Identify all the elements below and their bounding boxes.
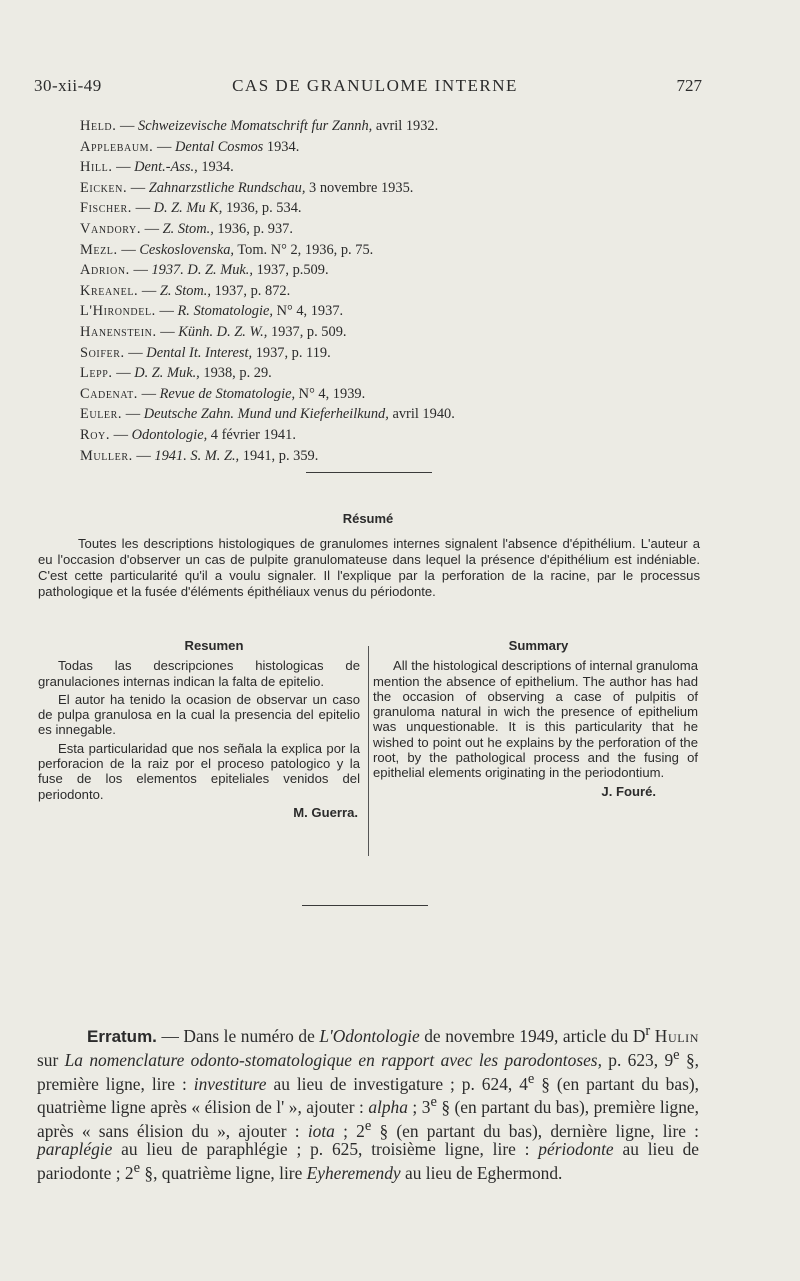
page-number: 727 xyxy=(676,76,702,95)
erratum-italic: L'Odontologie xyxy=(319,1025,420,1046)
reference-journal: Schweizevische Momatschrift fur Zannh, xyxy=(138,118,373,134)
reference-item: Hill. — Dent.-Ass., 1934. xyxy=(80,159,234,176)
erratum-superscript: e xyxy=(364,1117,372,1134)
reference-author: Kreanel. xyxy=(80,282,139,299)
erratum-text: au lieu de Eghermond. xyxy=(400,1162,563,1183)
erratum-italic: paraplégie xyxy=(37,1138,113,1159)
summary-paragraph: All the histological descriptions of internal granuloma mention the absence of epithelium. The author has had the occasion of observing a case of pulpitis of granuloma natural in wich the presence of epithelium was unquestionable. It is this particularity that he wished to point out he explains by the perforation of the root, by the pathological process and the fusing of epithelial elements originating in the periodontium. xyxy=(373,658,698,781)
reference-journal: D. Z. Mu K, xyxy=(153,200,223,217)
reference-author: Soifer. xyxy=(80,344,125,361)
resumen-paragraph: Esta particularidad que nos señala la explica por la perforacion de la raiz por el proceso patologico y la fuse de los elementos epiteliales venidos del periodonto. xyxy=(38,740,360,802)
reference-item: Adrion. — 1937. D. Z. Muk., 1937, p.509. xyxy=(80,262,329,279)
reference-journal: Z. Stom., xyxy=(162,220,214,237)
reference-item: Vandory. — Z. Stom., 1936, p. 937. xyxy=(80,220,293,237)
erratum-text: ; 3 xyxy=(407,1096,431,1117)
reference-details: 3 novembre 1935. xyxy=(309,179,414,196)
reference-details: avril 1932. xyxy=(375,118,439,134)
reference-details: 1941, p. 359. xyxy=(242,447,319,464)
erratum-superscript: e xyxy=(673,1047,680,1064)
reference-author: Cadenat. xyxy=(80,385,138,402)
reference-list xyxy=(80,116,680,466)
reference-author: Lepp. xyxy=(80,365,113,382)
erratum-superscript: e xyxy=(430,1094,437,1111)
erratum-text: au lieu de investigature ; p. 624, 4 xyxy=(266,1073,528,1094)
erratum-italic: alpha xyxy=(368,1096,408,1117)
running-head xyxy=(34,76,702,98)
reference-item: Held. — Schweizevische Momatschrift fur Zannh, avril 1932. xyxy=(80,118,439,134)
erratum-text: § (en partant du bas), première ligne, après « sans élision du », ajouter : xyxy=(37,1096,699,1141)
resume-title: Résumé xyxy=(342,511,394,526)
erratum-paragraph xyxy=(37,1022,699,1182)
reference-author: Held. xyxy=(80,118,117,134)
erratum-superscript: e xyxy=(133,1159,141,1176)
erratum-heading: Erratum. xyxy=(87,1026,157,1046)
reference-details: 1934. xyxy=(266,138,300,155)
reference-item: Applebaum. — Dental Cosmos 1934. xyxy=(80,138,300,155)
reference-details: 1937, p. 509. xyxy=(270,323,347,340)
reference-author: Adrion. xyxy=(80,262,130,279)
erratum-text: — Dans le numéro de xyxy=(156,1025,320,1046)
reference-details: 4 février 1941. xyxy=(210,426,296,443)
resumen-column xyxy=(38,638,360,820)
resumen-paragraph: El autor ha tenido la ocasion de observar un caso de pulpa granulosa en la cual la presencia del epitelio es innegable. xyxy=(38,691,360,738)
reference-details: 1937, p.509. xyxy=(256,262,329,279)
reference-author: Eicken. xyxy=(80,179,128,196)
reference-journal: Ceskoslovenska, xyxy=(139,241,235,258)
erratum-text: § (en partant du bas), dernière ligne, lire : xyxy=(371,1120,699,1141)
running-title: CAS DE GRANULOME INTERNE xyxy=(232,76,518,95)
reference-journal: Dent.-Ass., xyxy=(134,159,198,176)
section-divider xyxy=(306,472,432,473)
reference-author: Fischer. xyxy=(80,200,132,217)
reference-author: L'Hirondel. xyxy=(80,303,156,320)
erratum-text: au lieu de paraphlégie ; p. 625, troisième ligne, lire : xyxy=(112,1138,539,1159)
reference-item: Mezl. — Ceskoslovenska, Tom. N° 2, 1936, p. 75. xyxy=(80,241,374,258)
reference-journal: Dental It. Interest, xyxy=(146,344,253,361)
reference-item: Hanenstein. — Künh. D. Z. W., 1937, p. 509. xyxy=(80,323,347,340)
erratum-italic: Eyheremendy xyxy=(306,1162,401,1183)
reference-author: Muller. xyxy=(80,447,133,464)
erratum-text: p. 623, 9 xyxy=(601,1050,674,1071)
erratum-text: § (en partant du bas), quatrième ligne après « élision de l' », ajouter : xyxy=(37,1073,699,1117)
reference-author: Hanenstein. xyxy=(80,323,157,340)
reference-journal: 1941. S. M. Z., xyxy=(154,447,240,464)
reference-details: 1936, p. 937. xyxy=(217,220,293,237)
reference-item: Soifer. — Dental It. Interest, 1937, p. 119. xyxy=(80,344,331,361)
reference-author: Hill. xyxy=(80,159,113,176)
reference-item: Lepp. — D. Z. Muk., 1938, p. 29. xyxy=(80,365,272,382)
erratum-text: au lieu de pariodonte ; 2 xyxy=(37,1138,700,1183)
reference-journal: 1937. D. Z. Muk., xyxy=(151,262,253,279)
reference-journal: D. Z. Muk., xyxy=(134,365,200,382)
resumen-title: Resumen xyxy=(184,638,244,653)
reference-author: Applebaum. xyxy=(80,138,154,155)
reference-details: N° 4, 1939. xyxy=(298,385,366,402)
summary-signature: J. Fouré. xyxy=(601,783,656,799)
reference-journal: Odontologie, xyxy=(131,426,208,443)
reference-journal: R. Stomatologie, xyxy=(177,303,273,320)
reference-journal: Künh. D. Z. W., xyxy=(178,323,268,340)
reference-item: Kreanel. — Z. Stom., 1937, p. 872. xyxy=(80,282,291,299)
erratum-italic: périodonte xyxy=(538,1138,614,1159)
reference-item: Eicken. — Zahnarzstliche Rundschau, 3 novembre 1935. xyxy=(80,179,414,196)
reference-details: 1937, p. 119. xyxy=(255,344,331,361)
reference-author: Euler. xyxy=(80,406,123,423)
reference-details: 1934. xyxy=(201,159,234,176)
resume-body: Toutes les descriptions histologiques de granulomes internes signalent l'absence d'épithélium. L'auteur a eu l'occasion d'observer un cas de pulpite granulomateuse dans lequel la présence d'épithélium est indéniable. C'est cette particularité qu'il a voulu signaler. Il l'explique par la perforation de la racine, par le processus pathologique et la fusée d'éléments épithéliaux venus du périodonte. xyxy=(38,536,700,599)
erratum-text: sur xyxy=(37,1050,65,1071)
reference-journal: Deutsche Zahn. Mund und Kieferheilkund, xyxy=(143,406,389,423)
resumen-paragraph: Todas las descripciones histologicas de granulaciones internas indican la falta de epitelio. xyxy=(38,658,360,689)
reference-details: avril 1940. xyxy=(392,406,455,423)
erratum-text: ; 2 xyxy=(334,1120,365,1141)
reference-details: N° 4, 1937. xyxy=(276,303,344,320)
issue-date: 30-xii-49 xyxy=(34,76,102,95)
reference-item: Euler. — Deutsche Zahn. Mund und Kieferheilkund, avril 1940. xyxy=(80,406,455,423)
column-divider xyxy=(368,646,369,856)
erratum-superscript: r xyxy=(645,1023,651,1039)
erratum-superscript: e xyxy=(527,1070,535,1087)
erratum-italic: La nomenclature odonto-stomatologique en rapport avec les parodontoses, xyxy=(64,1050,602,1071)
erratum-italic: iota xyxy=(307,1120,335,1141)
summary-title: Summary xyxy=(508,638,569,653)
reference-details: 1936, p. 534. xyxy=(225,200,302,217)
reference-journal: Dental Cosmos xyxy=(174,138,264,155)
reference-details: 1937, p. 872. xyxy=(214,282,291,299)
summary-column xyxy=(373,638,698,799)
reference-author: Mezl. xyxy=(80,241,118,258)
erratum-text: §, première ligne, lire : xyxy=(37,1050,699,1094)
reference-item: Roy. — Odontologie, 4 février 1941. xyxy=(80,426,296,443)
resumen-signature: M. Guerra. xyxy=(293,804,358,820)
reference-item: Fischer. — D. Z. Mu K, 1936, p. 534. xyxy=(80,200,302,217)
reference-item: Muller. — 1941. S. M. Z., 1941, p. 359. xyxy=(80,447,319,464)
reference-item: Cadenat. — Revue de Stomatologie, N° 4, 1939. xyxy=(80,385,366,402)
section-divider xyxy=(302,905,428,906)
reference-author: Roy. xyxy=(80,426,111,443)
erratum-italic: investiture xyxy=(193,1073,267,1094)
reference-author: Vandory. xyxy=(80,220,142,237)
erratum-text: de novembre 1949, article du D xyxy=(419,1025,646,1046)
reference-item: L'Hirondel. — R. Stomatologie, N° 4, 1937. xyxy=(80,303,344,320)
reference-journal: Z. Stom., xyxy=(159,282,212,299)
reference-details: 1938, p. 29. xyxy=(203,365,272,382)
erratum-author: Hulin xyxy=(654,1025,699,1046)
erratum-text: §, quatrième ligne, lire xyxy=(140,1162,307,1183)
reference-journal: Revue de Stomatologie, xyxy=(159,385,296,402)
reference-journal: Zahnarzstliche Rundschau, xyxy=(148,179,306,196)
reference-details: Tom. N° 2, 1936, p. 75. xyxy=(237,241,374,258)
